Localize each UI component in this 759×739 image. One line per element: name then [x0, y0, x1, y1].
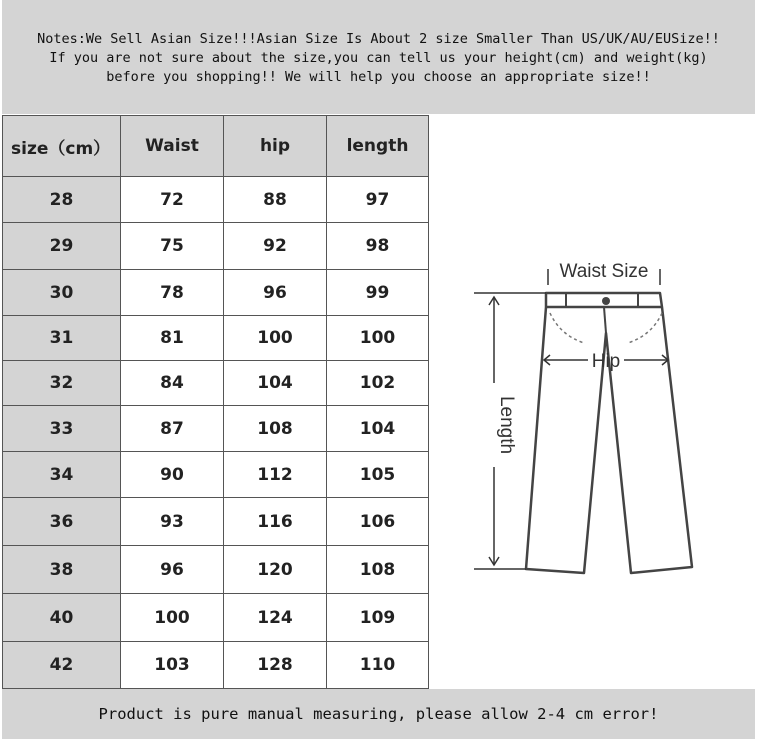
table-row: [3, 546, 429, 594]
table-row: [3, 406, 429, 452]
pants-diagram: [466, 255, 716, 585]
cell-waist: 96: [121, 546, 224, 594]
table-row: [3, 498, 429, 546]
cell-length: 108: [327, 546, 429, 594]
cell-waist: 100: [121, 594, 224, 642]
cell-hip: 108: [224, 406, 327, 452]
header-size: size（cm）: [3, 116, 121, 177]
table-header-row: [3, 116, 429, 177]
table-row: [3, 452, 429, 498]
cell-waist: 90: [121, 452, 224, 498]
cell-length: 97: [327, 177, 429, 223]
cell-size: 29: [3, 223, 121, 270]
cell-hip: 88: [224, 177, 327, 223]
cell-hip: 104: [224, 361, 327, 406]
header-waist: Waist: [121, 116, 224, 177]
cell-waist: 78: [121, 270, 224, 316]
cell-waist: 72: [121, 177, 224, 223]
cell-hip: 128: [224, 642, 327, 689]
table-row: [3, 316, 429, 361]
cell-length: 109: [327, 594, 429, 642]
cell-hip: 92: [224, 223, 327, 270]
cell-length: 102: [327, 361, 429, 406]
cell-size: 40: [3, 594, 121, 642]
cell-waist: 103: [121, 642, 224, 689]
cell-hip: 120: [224, 546, 327, 594]
cell-size: 30: [3, 270, 121, 316]
table-row: [3, 642, 429, 689]
cell-size: 36: [3, 498, 121, 546]
footer-text: Product is pure manual measuring, please allow 2-4 cm error!: [98, 705, 659, 723]
cell-waist: 87: [121, 406, 224, 452]
cell-length: 106: [327, 498, 429, 546]
cell-length: 105: [327, 452, 429, 498]
cell-length: 110: [327, 642, 429, 689]
cell-size: 34: [3, 452, 121, 498]
cell-waist: 93: [121, 498, 224, 546]
cell-hip: 96: [224, 270, 327, 316]
cell-length: 104: [327, 406, 429, 452]
cell-size: 32: [3, 361, 121, 406]
header-length: length: [327, 116, 429, 177]
cell-waist: 75: [121, 223, 224, 270]
cell-waist: 81: [121, 316, 224, 361]
table-row: [3, 223, 429, 270]
cell-hip: 124: [224, 594, 327, 642]
cell-size: 42: [3, 642, 121, 689]
cell-hip: 100: [224, 316, 327, 361]
cell-size: 33: [3, 406, 121, 452]
cell-length: 100: [327, 316, 429, 361]
cell-waist: 84: [121, 361, 224, 406]
notes-line-3: before you shopping!! We will help you choose an appropriate size!!: [106, 69, 651, 85]
table-row: [3, 270, 429, 316]
table-row: [3, 177, 429, 223]
cell-size: 31: [3, 316, 121, 361]
cell-length: 99: [327, 270, 429, 316]
notes-banner: [2, 0, 755, 114]
hip-label: Hip: [591, 351, 621, 372]
cell-hip: 112: [224, 452, 327, 498]
cell-size: 28: [3, 177, 121, 223]
length-label: Length: [496, 395, 517, 455]
notes-line-1: Notes:We Sell Asian Size!!!Asian Size Is About 2 size Smaller Than US/UK/AU/EUSize!!: [37, 31, 720, 47]
waist-size-label: Waist Size: [559, 261, 649, 282]
table-row: [3, 594, 429, 642]
size-chart-table: [2, 115, 429, 689]
footer-banner: [2, 689, 755, 739]
table-body: [3, 177, 429, 689]
cell-size: 38: [3, 546, 121, 594]
table-row: [3, 361, 429, 406]
header-hip: hip: [224, 116, 327, 177]
cell-hip: 116: [224, 498, 327, 546]
notes-line-2: If you are not sure about the size,you can tell us your height(cm) and weight(kg): [49, 50, 708, 66]
cell-length: 98: [327, 223, 429, 270]
